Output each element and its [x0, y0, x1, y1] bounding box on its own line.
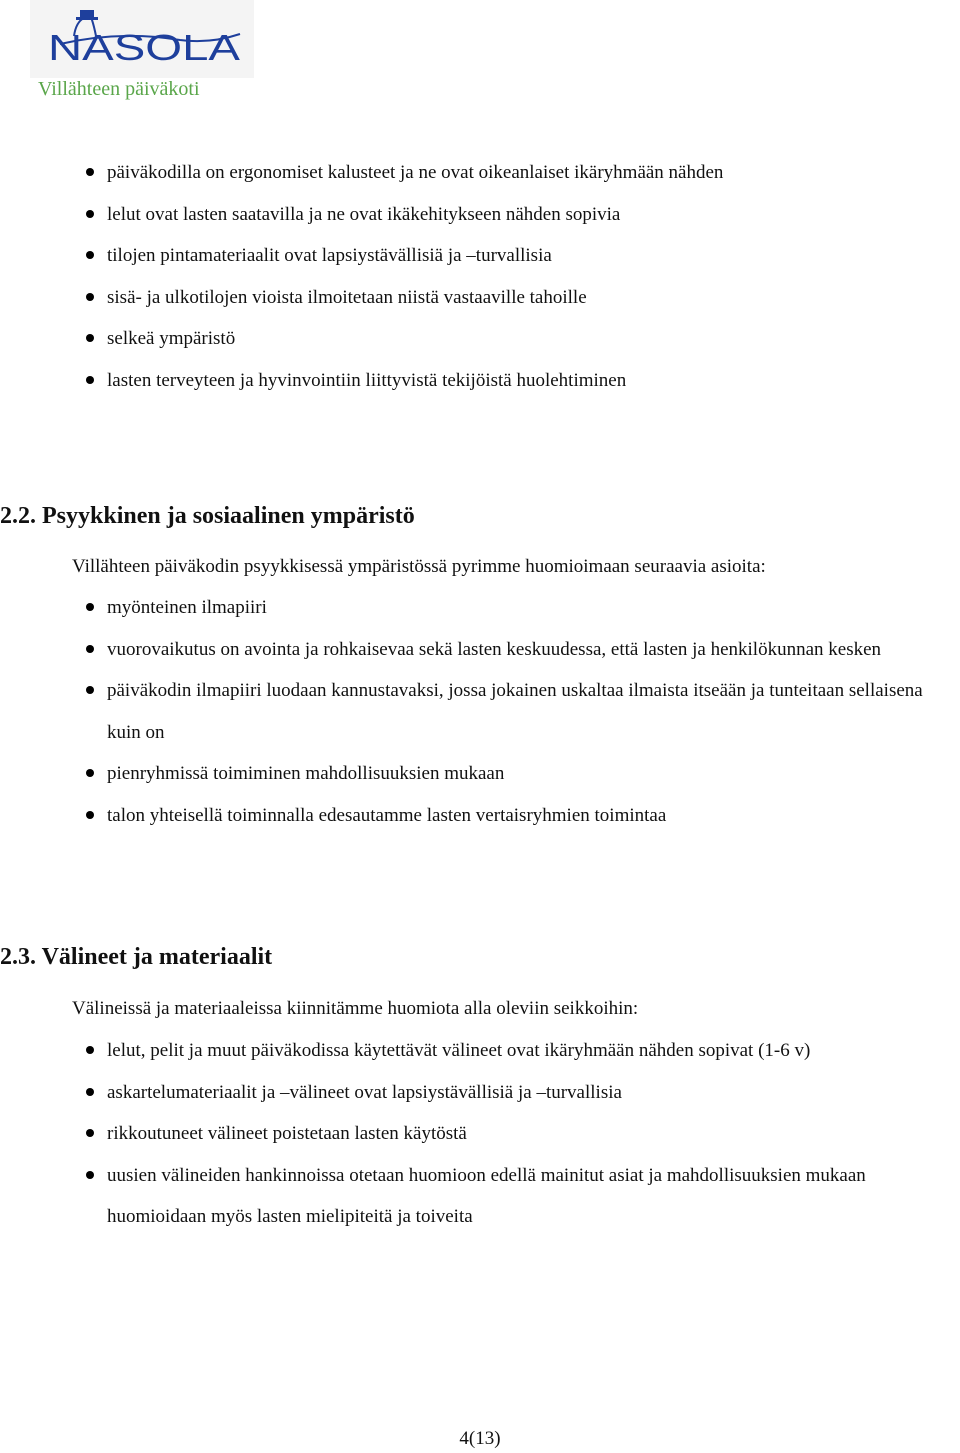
- list-item: päiväkodin ilmapiiri luodaan kannustavaksi, jossa jokainen uskaltaa ilmaista itseään ja tunteitaan sellaisena kuin on: [0, 670, 960, 753]
- section-intro-psychosocial: Villähteen päiväkodin psyykkisessä ympäristössä pyrimme huomioimaan seuraavia asioita:: [72, 556, 766, 577]
- section-intro-materials: Välineissä ja materiaaleissa kiinnitämme huomiota alla oleviin seikkoihin:: [72, 998, 639, 1019]
- list-item: myönteinen ilmapiiri: [0, 587, 960, 629]
- logo: [30, 0, 254, 78]
- list-item: lasten terveyteen ja hyvinvointiin liittyvistä tekijöistä huolehtiminen: [0, 360, 960, 402]
- environment-list: [0, 152, 960, 401]
- list-item: pienryhmissä toimiminen mahdollisuuksien mukaan: [0, 753, 960, 795]
- page-number: 4(13): [459, 1428, 501, 1449]
- list-item: selkeä ympäristö: [0, 318, 960, 360]
- materials-list: [0, 1030, 960, 1238]
- list-item: lelut, pelit ja muut päiväkodissa käytettävät välineet ovat ikäryhmään nähden sopivat (1-6 v): [0, 1030, 960, 1072]
- list-item: askartelumateriaalit ja –välineet ovat lapsiystävällisiä ja –turvallisia: [0, 1072, 960, 1114]
- list-item: rikkoutuneet välineet poistetaan lasten käytöstä: [0, 1113, 960, 1155]
- list-item: sisä- ja ulkotilojen vioista ilmoitetaan niistä vastaaville tahoille: [0, 277, 960, 319]
- list-item: tilojen pintamateriaalit ovat lapsiystävällisiä ja –turvallisia: [0, 235, 960, 277]
- org-name: Villähteen päiväkoti: [38, 78, 200, 100]
- section-heading-materials: 2.3. Välineet ja materiaalit: [0, 944, 273, 970]
- list-item: talon yhteisellä toiminnalla edesautamme lasten vertaisryhmien toimintaa: [0, 795, 960, 837]
- section-heading-psychosocial: 2.2. Psyykkinen ja sosiaalinen ympäristö: [0, 503, 415, 529]
- list-item: vuorovaikutus on avointa ja rohkaisevaa sekä lasten keskuudessa, että lasten ja henkilökunnan kesken: [0, 629, 960, 671]
- psychosocial-list: [0, 587, 960, 836]
- list-item: päiväkodilla on ergonomiset kalusteet ja ne ovat oikeanlaiset ikäryhmään nähden: [0, 152, 960, 194]
- list-item: uusien välineiden hankinnoissa otetaan huomioon edellä mainitut asiat ja mahdollisuuksien mukaan huomioidaan myös lasten mielipiteitä ja toiveita: [0, 1155, 960, 1238]
- list-item: lelut ovat lasten saatavilla ja ne ovat ikäkehitykseen nähden sopivia: [0, 194, 960, 236]
- nasola-logo-icon: [30, 0, 254, 78]
- logo-text: NASOLA: [48, 27, 240, 68]
